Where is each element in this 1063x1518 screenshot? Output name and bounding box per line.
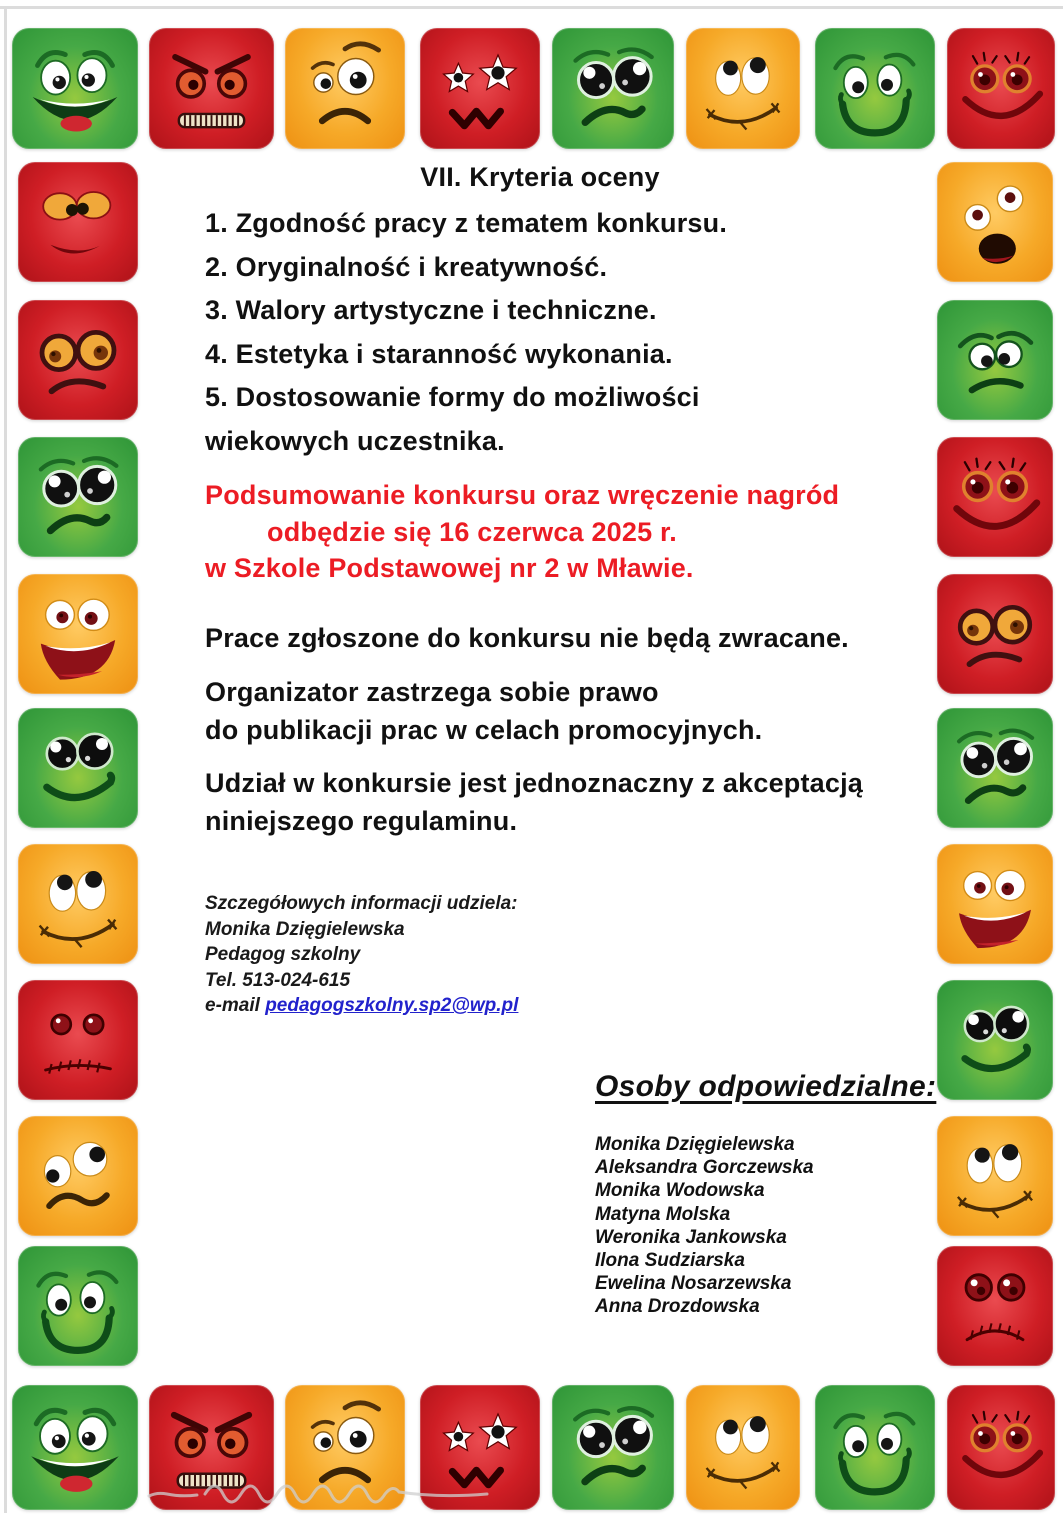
criteria-item: 1. Zgodność pracy z tematem konkursu. [205, 208, 728, 238]
green-worried-face-icon [937, 708, 1053, 828]
orange-worry-face-icon [285, 1385, 405, 1510]
paragraph [205, 620, 937, 658]
paragraph-line: do publikacji prac w celach promocyjnych. [205, 714, 763, 745]
paragraph-line: Udział w konkursie jest jednoznaczny z akceptacją [205, 768, 864, 798]
contact-line: Szczegółowych informacji udziela: [205, 893, 518, 914]
paragraph-line: Prace zgłoszone do konkursu nie będą zwracane. [205, 622, 849, 653]
red-eyelash-grin-face-icon [947, 1385, 1055, 1510]
responsible-name: Aleksandra Gorczewska [595, 1157, 814, 1179]
paragraph-line: Organizator zastrzega sobie prawo [205, 677, 659, 707]
criteria-list [205, 202, 937, 463]
red-eyelash-grin-face-icon [947, 28, 1055, 149]
red-star-eyes-face-icon [420, 28, 540, 149]
announcement-line: odbędzie się 16 czerwca 2025 r. [267, 516, 677, 547]
green-u-smile-face-icon [18, 1246, 138, 1366]
green-worried-face-icon [552, 28, 674, 149]
paragraphs-block [205, 620, 937, 841]
red-angry-zipper-face-icon [149, 28, 274, 149]
orange-laugh-face-icon [937, 844, 1053, 964]
red-smirk-face-icon [18, 162, 138, 282]
email-link[interactable]: pedagogszkolny.sp2@wp.pl [265, 995, 519, 1016]
contact-line: Pedagog szkolny [205, 944, 361, 965]
criteria-item: wiekowych uczestnika. [205, 425, 505, 456]
responsible-name: Ewelina Nosarzewska [595, 1273, 792, 1295]
responsible-name: Ilona Sudziarska [595, 1250, 745, 1272]
criteria-item: 4. Estetyka i staranność wykonania. [205, 338, 673, 369]
red-goggle-frown-face-icon [18, 300, 138, 420]
green-droopy-sad-face-icon [937, 300, 1053, 420]
main-text-column [205, 161, 937, 1019]
orange-stitch-smile-face-icon [686, 28, 800, 149]
contact-block [205, 891, 937, 1019]
announcement-line: w Szkole Podstawowej nr 2 w Mławie. [205, 553, 694, 583]
responsible-names-list [595, 1133, 955, 1319]
green-laugh-tongue-face-icon [12, 1385, 138, 1510]
contact-line: Monika Dzięgielewska [205, 918, 405, 940]
green-worried-face-icon [552, 1385, 674, 1510]
responsible-name: Matyna Molska [595, 1203, 731, 1225]
orange-wander-frown-face-icon [18, 1116, 138, 1236]
announcement-line: Podsumowanie konkursu oraz wręczenie nagród [205, 480, 840, 510]
red-stitch-flat-face-icon [18, 980, 138, 1100]
criteria-item: 5. Dostosowanie formy do możliwości [205, 382, 700, 412]
responsible-name: Monika Dzięgielewska [595, 1134, 795, 1155]
orange-shocked-face-icon [937, 162, 1053, 282]
orange-worry-face-icon [285, 28, 405, 149]
red-goggle-frown-face-icon [937, 574, 1053, 694]
paragraph-line: niniejszego regulaminu. [205, 805, 518, 836]
red-angry-zipper-face-icon [149, 1385, 274, 1510]
responsible-block [595, 1070, 955, 1319]
orange-laugh-face-icon [18, 574, 138, 694]
contact-email-line [205, 993, 937, 1019]
green-round-smile-face-icon [18, 708, 138, 828]
paragraph [205, 674, 937, 749]
responsible-name: Monika Wodowska [595, 1180, 765, 1202]
green-laugh-tongue-face-icon [12, 28, 138, 149]
photo-edge-left [4, 8, 7, 1513]
green-u-smile-face-icon [815, 28, 935, 149]
responsible-heading: Osoby odpowiedzialne: [595, 1070, 937, 1103]
contact-line: Tel. 513-024-615 [205, 969, 351, 991]
responsible-name: Weronika Jankowska [595, 1226, 787, 1248]
red-star-eyes-face-icon [420, 1385, 540, 1510]
red-eyelash-grin-face-icon [937, 437, 1053, 557]
email-label: e-mail [205, 995, 266, 1016]
responsible-name: Anna Drozdowska [595, 1296, 760, 1318]
announcement-block [205, 477, 937, 587]
green-worried-face-icon [18, 437, 138, 557]
criteria-title: VII. Kryteria oceny [420, 162, 660, 192]
orange-stitch-smile-face-icon [686, 1385, 800, 1510]
photo-edge-top [0, 6, 1063, 9]
criteria-item: 3. Walory artystyczne i techniczne. [205, 295, 657, 325]
criteria-item: 2. Oryginalność i kreatywność. [205, 251, 608, 282]
orange-stitch-smile-face-icon [18, 844, 138, 964]
paragraph [205, 765, 937, 840]
green-u-smile-face-icon [815, 1385, 935, 1510]
